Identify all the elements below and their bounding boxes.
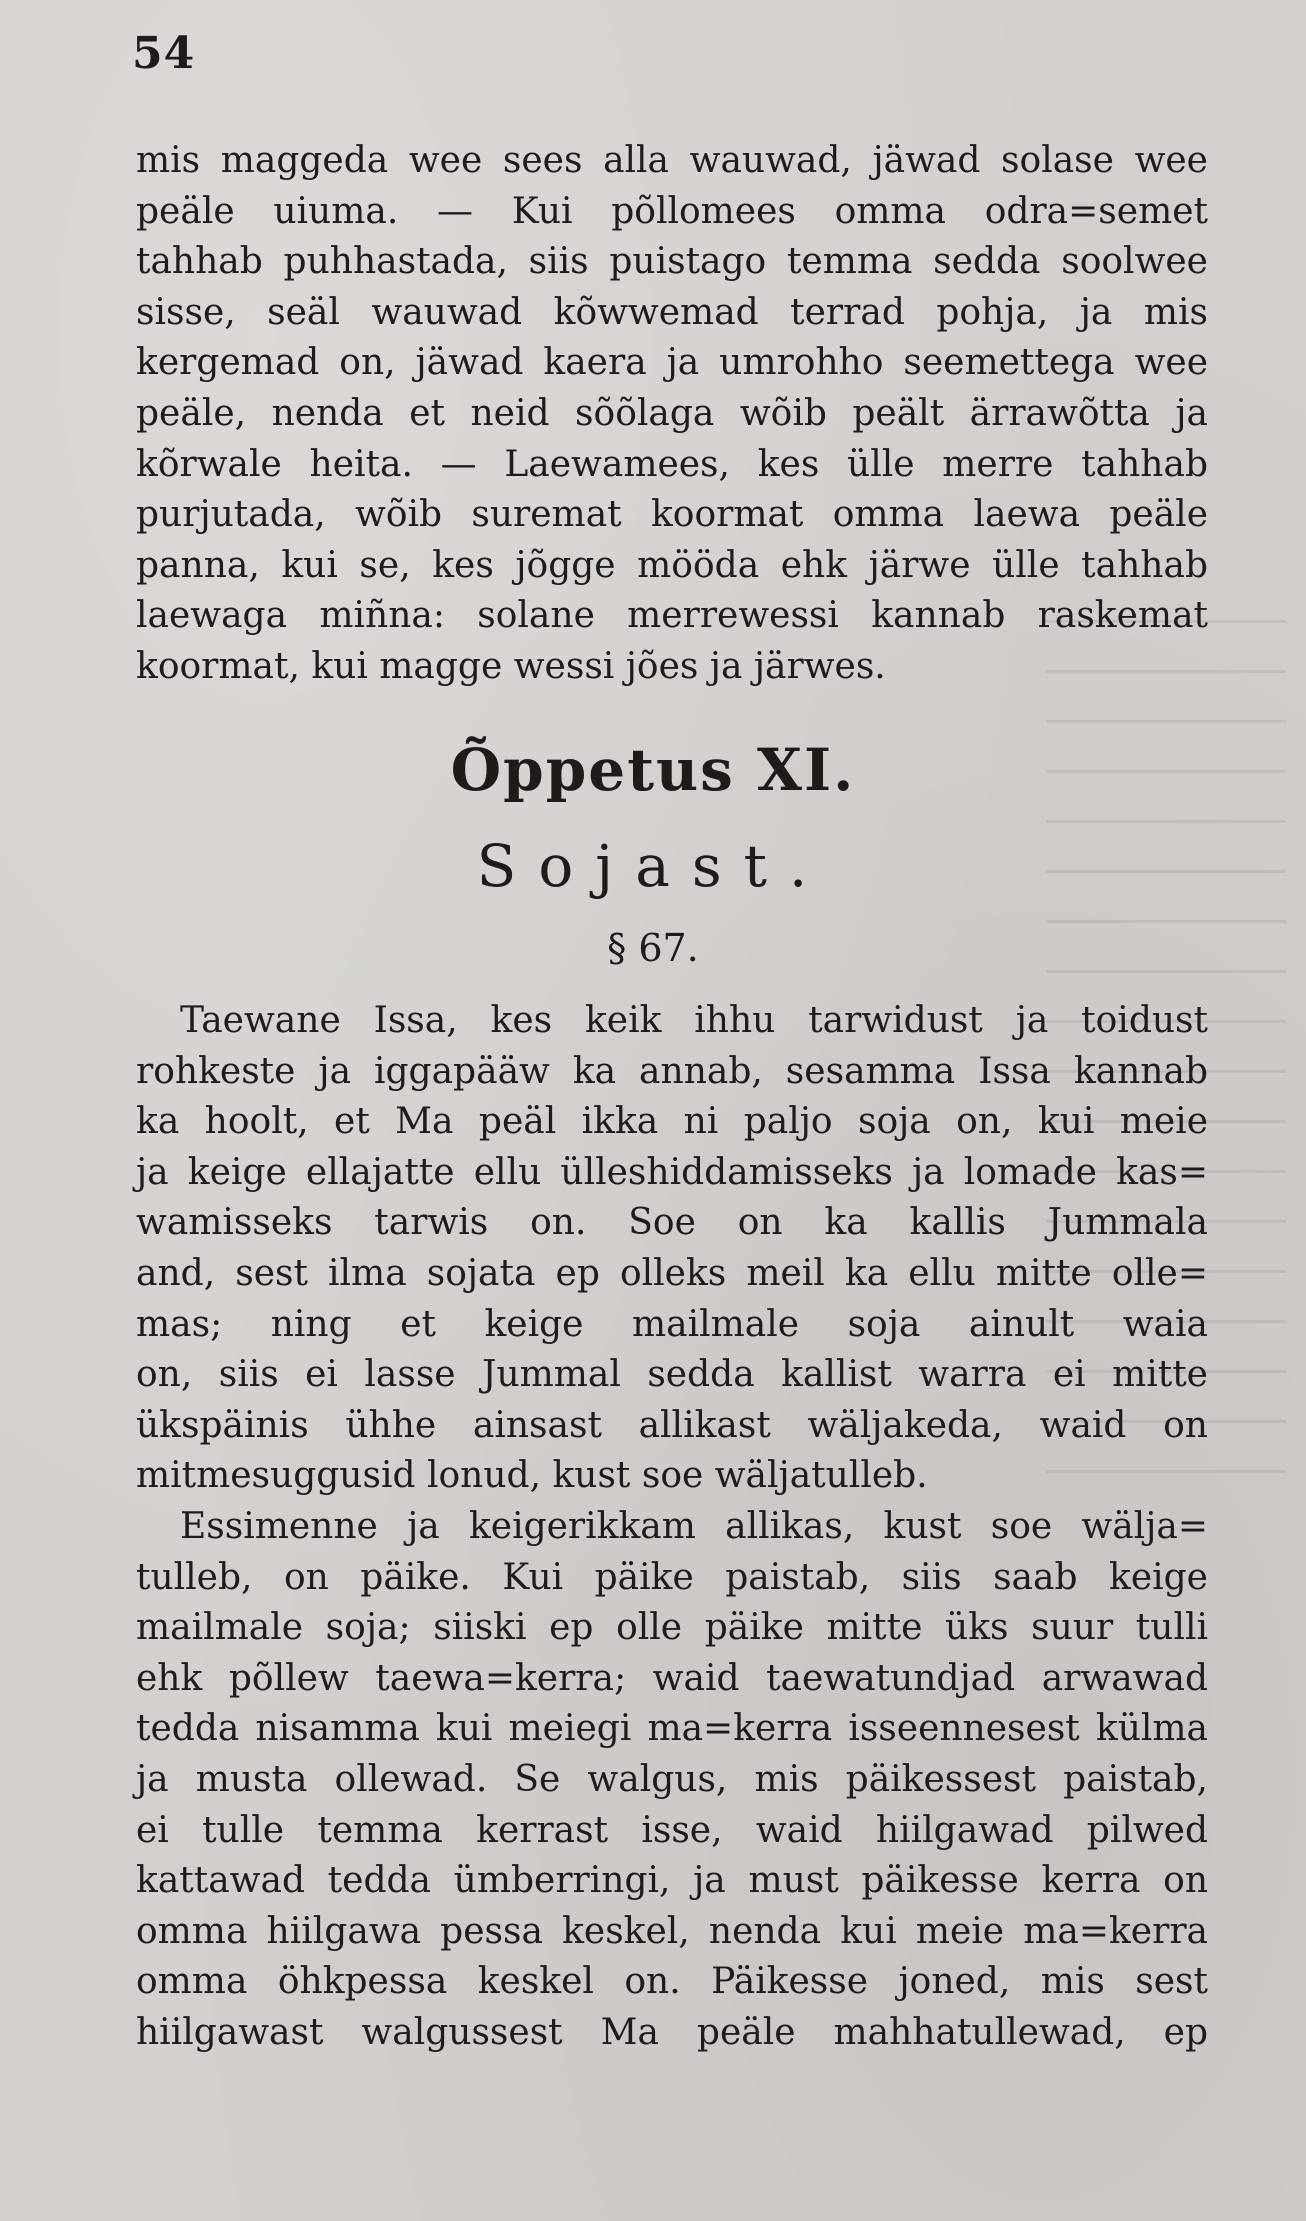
text-line: mitmesuggusid lonud, kust soe wäljatulleb.	[136, 1455, 928, 1497]
text-line: omma hiilgawa pessa keskel, nenda kui meie ma=kerra	[136, 1910, 1208, 1952]
text-line: tahhab puhhastada, siis puistago temma sedda soolwee	[136, 241, 1208, 283]
page-number: 54	[132, 28, 196, 79]
text-line: purjutada, wõib suremat koormat omma laewa peäle	[136, 494, 1208, 536]
text-line: on, siis ei lasse Jummal sedda kallist warra ei mitte	[136, 1354, 1208, 1396]
text-line: mis maggeda wee sees alla wauwad, jäwad solase wee	[136, 140, 1208, 181]
text-line: koormat, kui magge wessi jões ja järwes.	[136, 645, 886, 687]
text-line: Taewane Issa, kes keik ihhu tarwidust ja toidust	[180, 1000, 1208, 1041]
text-line: kergemad on, jäwad kaera ja umrohho seemettega wee	[136, 342, 1208, 384]
text-line: tulleb, on päike. Kui päike paistab, siis saab keige	[136, 1556, 1208, 1598]
text-line: ja keige ellajatte ellu ülleshiddamisseks ja lomade kas=	[136, 1151, 1208, 1193]
section-number: § 67.	[607, 926, 699, 970]
text-line: laewaga miñna: solane merrewessi kannab raskemat	[136, 595, 1208, 637]
paragraph-2	[136, 1502, 1208, 2059]
lesson-heading: Õppetus XI.	[450, 736, 856, 804]
text-line: peäle, nenda et neid sõõlaga wõib peält ärrawõtta ja	[136, 392, 1208, 434]
text-line: Essimenne ja keigerikkam allikas, kust soe wälja=	[180, 1506, 1208, 1547]
text-line: mailmale soja; siiski ep olle päike mitte üks suur tulli	[136, 1607, 1208, 1649]
text-line: ükspäinis ühhe ainsast allikast wäljakeda, waid on	[136, 1404, 1208, 1446]
text-line: kõrwale heita. — Laewamees, kes ülle merre tahhab	[136, 443, 1208, 485]
text-line: ehk põllew taewa=kerra; waid taewatundjad arwawad	[136, 1657, 1208, 1699]
text-line: omma öhkpessa keskel on. Päikesse joned, mis sest	[136, 1961, 1208, 2003]
text-line: rohkeste ja iggapääw ka annab, sesamma Issa kannab	[136, 1050, 1208, 1092]
text-line: ka hoolt, et Ma peäl ikka ni paljo soja on, kui meie	[136, 1101, 1208, 1143]
text-line: ei tulle temma kerrast isse, waid hiilgawad pilwed	[136, 1809, 1208, 1851]
paragraph-1	[136, 996, 1208, 1502]
text-line: sisse, seäl wauwad kõwwemad terrad pohja, ja mis	[136, 291, 1208, 333]
text-line: peäle uiuma. — Kui põllomees omma odra=semet	[136, 190, 1208, 232]
text-line: mas; ning et keige mailmale soja ainult waia	[136, 1303, 1208, 1345]
top-paragraph	[136, 136, 1208, 693]
text-line: ja musta ollewad. Se walgus, mis päikessest paistab,	[136, 1758, 1208, 1800]
topic-heading: Sojast.	[476, 832, 830, 900]
text-line: panna, kui se, kes jõgge mööda ehk järwe ülle tahhab	[136, 544, 1208, 586]
text-line: tedda nisamma kui meiegi ma=kerra isseennesest külma	[136, 1708, 1208, 1750]
text-line: and, sest ilma sojata ep olleks meil ka ellu mitte olle=	[136, 1252, 1208, 1294]
text-line: kattawad tedda ümberringi, ja must päikesse kerra on	[136, 1860, 1208, 1902]
text-line: wamisseks tarwis on. Soe on ka kallis Jummala	[136, 1202, 1208, 1244]
text-line: hiilgawast walgussest Ma peäle mahhatullewad, ep	[136, 2011, 1208, 2053]
